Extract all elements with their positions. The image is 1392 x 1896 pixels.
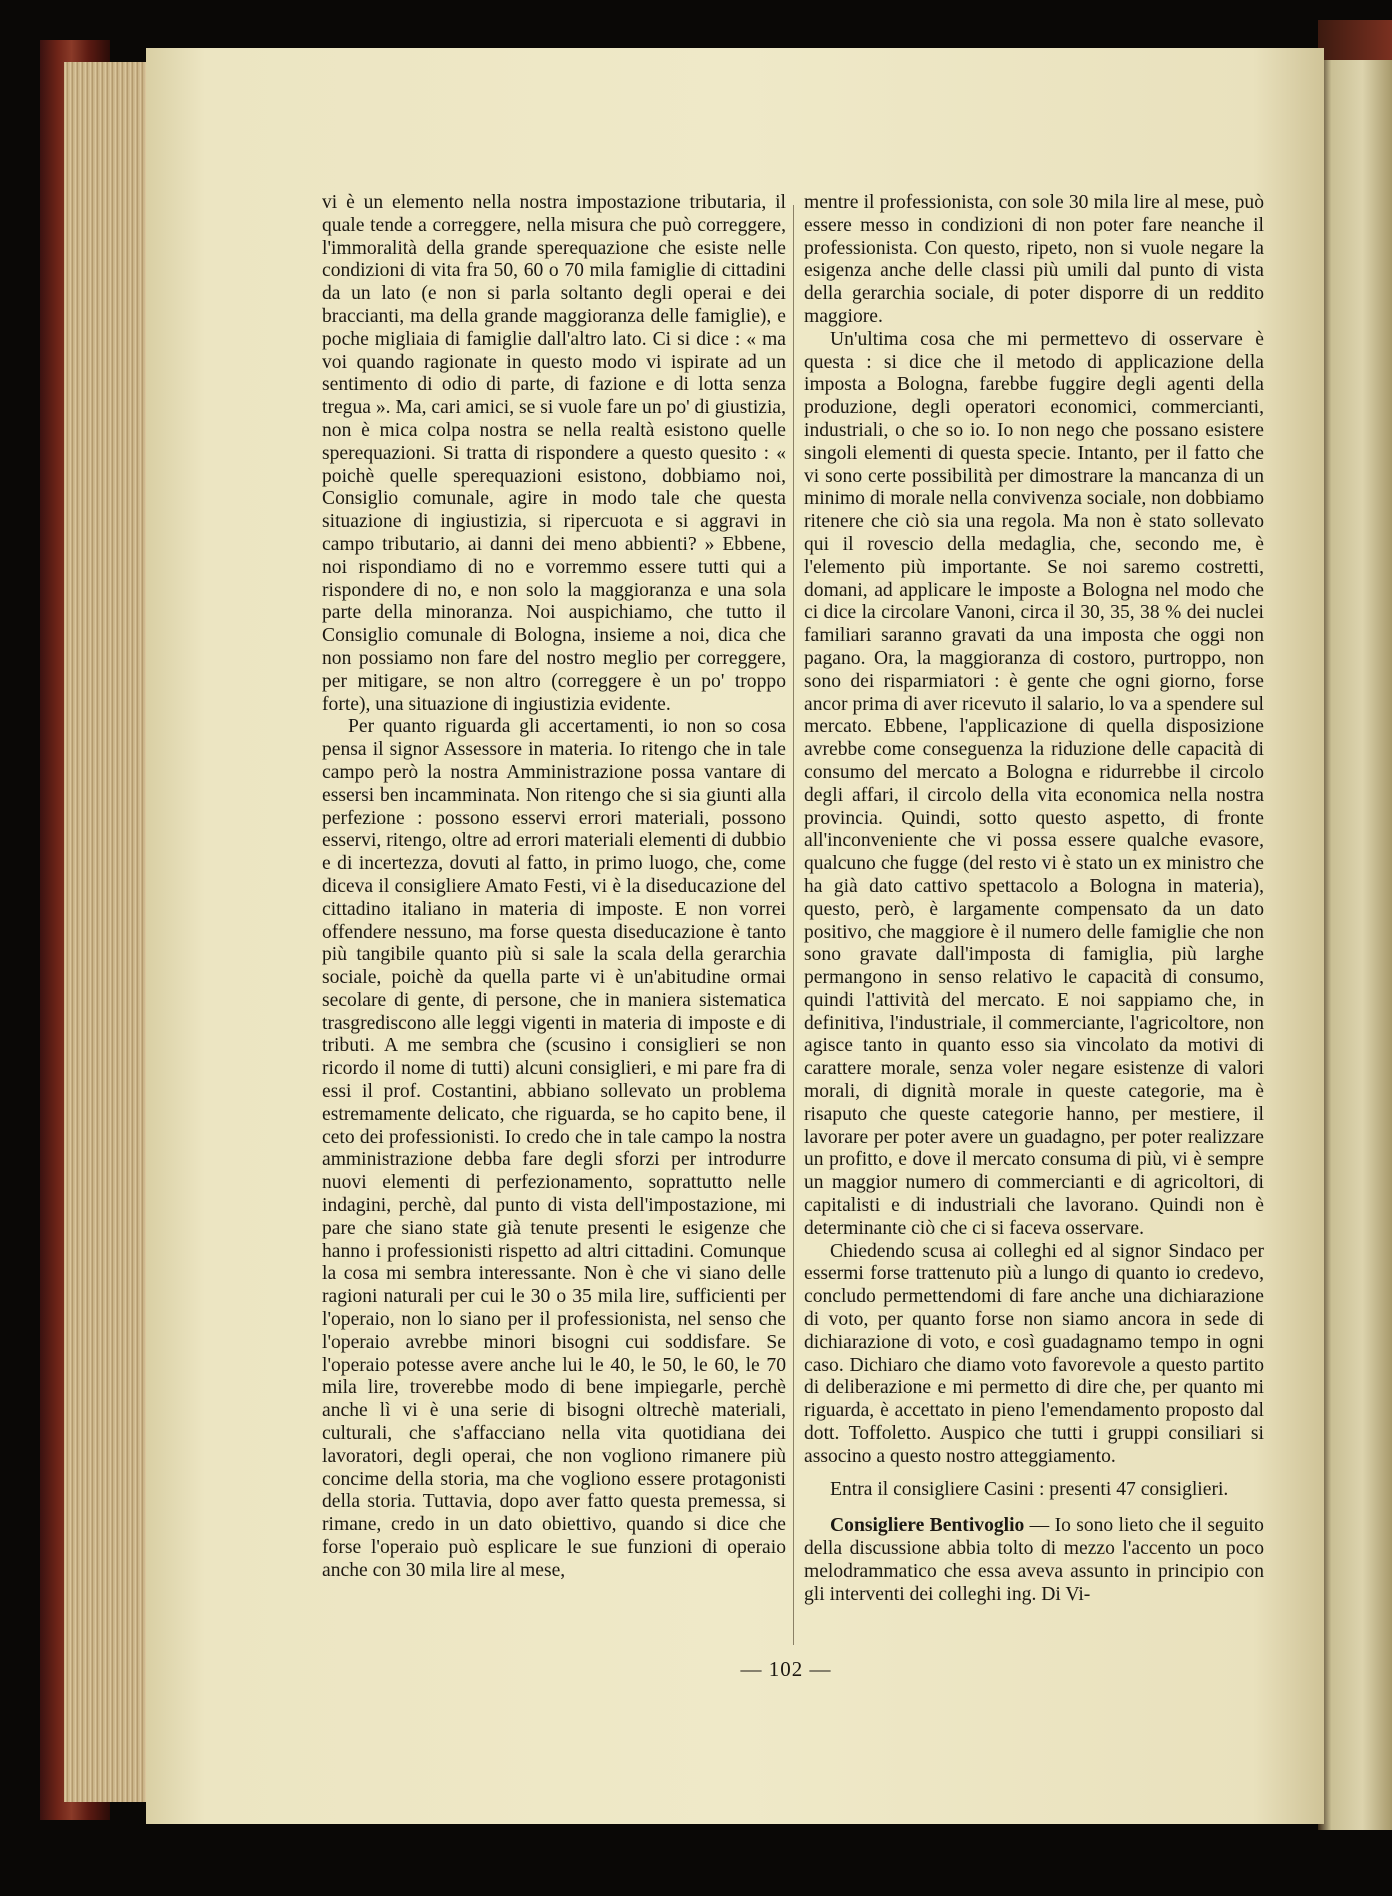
paragraph: Chiedendo scusa ai colleghi ed al signor Sindaco per essermi forse trattenuto più a lungo di quanto io credevo, concludo permettendomi di fare anche una dichiarazione di voto, per quanto forse non siamo ancora in sede di dichiarazione di voto, e così guadagnamo tempo in ogni caso. Dichiaro che diamo voto favorevole a questo partito di deliberazione e mi permetto di dire che, per quanto mi riguarda, è accettato in pieno l'emendamento proposto dal dott. Toffoletto. Auspico che tutti i gruppi consiliari si associno a questo nostro atteggiamento.	[804, 1240, 1264, 1467]
column-divider	[793, 205, 794, 1645]
left-column	[322, 192, 786, 1583]
announcement: Entra il consigliere Casini : presenti 47 consiglieri.	[830, 1478, 1229, 1500]
speaker-paragraph	[804, 1515, 1264, 1606]
speaker-text: — Io sono lieto che il seguito della discussione abbia tolto di mezzo l'accento un poco melodrammatico che essa aveva assunto in principio con gli interventi dei colleghi ing. Di Vi-	[804, 1515, 1264, 1605]
paragraph: vi è un elemento nella nostra impostazione tributaria, il quale tende a correggere, nella misura che può correggere, l'immoralità della grande sperequazione che esiste nelle condizioni di vita fra 50, 60 o 70 mila famiglie di cittadini da un lato (e non si parla soltanto degli operai e dei braccianti, ma della grande maggioranza delle famiglie), e poche migliaia di famiglie dall'altro lato. Ci si dice : « ma voi quando ragionate in questo modo vi ispirate ad un sentimento di odio di parte, di fazione e di lotta senza tregua ». Ma, cari amici, se si vuole fare un po' di giustizia, non è mica colpa nostra se nella realtà esistono quelle sperequazioni. Si tratta di rispondere a questo quesito : « poichè quelle sperequazioni esistono, dobbiamo noi, Consiglio comunale, agire in modo tale che questa situazione di ingiustizia, si ripercuota e si aggravi in campo tributario, ai danni dei meno abbienti? » Ebbene, noi rispondiamo di no e vorremmo essere tutti qui a rispondere di no, e non solo la maggioranza e una sola parte della minoranza. Noi auspichiamo, che tutto il Consiglio comunale di Bologna, insieme a noi, dica che non possiamo non fare del nostro meglio per correggere, per mitigare, se non altro (correggere è un po' troppo forte), una situazione di ingiustizia evidente.	[322, 192, 786, 715]
page-stack-edge	[64, 62, 154, 1802]
paragraph: Per quanto riguarda gli accertamenti, io non so cosa pensa il signor Assessore in materia. Io ritengo che in tale campo però la nostra Amministrazione possa vantare di essersi ben incamminata. Non ritengo che si sia giunti alla perfezione : possono esservi errori materiali, possono esservi, ritengo, oltre ad errori materiali elementi di dubbio e di incertezza, dovuti al fatto, in primo luogo, che, come diceva il consigliere Amato Festi, vi è la diseducazione del cittadino italiano in materia di imposte. E non vorrei offendere nessuno, ma forse questa diseducazione è tanto più tangibile quanto più si sale la scala della gerarchia sociale, poichè da quella parte vi è un'abitudine ormai secolare di gente, di persone, che in maniera sistematica trasgrediscono alle leggi vigenti in materia di imposte e di tributi. A me sembra che (scusino i consiglieri se non ricordo il nome di tutti) alcuni consiglieri, e mi pare fra di essi il prof. Costantini, abbiano sollevato un problema estremamente delicato, che riguarda, se ho capito bene, il ceto dei professionisti. Io credo che in tale campo la nostra amministrazione debba fare degli sforzi per introdurre nuovi elementi di perfezionamento, soprattutto nelle indagini, perchè, dal punto di vista dell'impostazione, mi pare che siano state già tenute presenti le esigenze che hanno i professionisti rispetto ad altri cittadini. Comunque la cosa mi sembra interessante. Non è che vi siano delle ragioni naturali per cui le 30 o 35 mila lire, sufficienti per l'operaio, non lo siano per il professionista, nel senso che l'operaio avrebbe minori bisogni cui soddisfare. Se l'operaio potesse avere anche lui le 40, le 50, le 60, le 70 mila lire, troverebbe modo di bene impiegarle, perchè anche lì vi è una serie di bisogni oltrechè materiali, culturali, che s'affacciano nella vita quotidiana dei lavoratori, degli operai, che non vogliono rimanere più concime della storia, ma che vogliono essere protagonisti della storia. Tuttavia, dopo aver fatto questa premessa, si rimane, credo in un dato obiettivo, quando si dice che forse l'operaio può esplicare le sue funzioni di operaio anche con 30 mila lire al mese,	[322, 716, 786, 1581]
facing-page-edge	[1318, 60, 1392, 1830]
page-number: — 102 —	[740, 1657, 832, 1681]
paragraph: mentre il professionista, con sole 30 mila lire al mese, può essere messo in condizioni di non poter fare neanche il professionista. Con questo, ripeto, non si vuole negare la esigenza anche delle classi più umili dal punto di vista della gerarchia sociale, di poter disporre di un reddito maggiore.	[804, 192, 1264, 327]
paragraph: Un'ultima cosa che mi permettevo di osservare è questa : si dice che il metodo di applicazione della imposta a Bologna, farebbe fuggire degli agenti della produzione, degli operatori economici, commercianti, industriali, o che so io. Io non nego che possano esistere singoli elementi di questa specie. Intanto, per il fatto che vi sono certe possibilità per dimostrare la mancanza di un minimo di morale nella convivenza sociale, non dobbiamo ritenere che ciò sia una regola. Ma non è stato sollevato qui il rovescio della medaglia, che, secondo me, è l'elemento più importante. Se noi saremo costretti, domani, ad applicare le imposte a Bologna nel modo che ci dice la circolare Vanoni, circa il 30, 35, 38 % dei nuclei familiari saranno gravati da una imposta che oggi non pagano. Ora, la maggioranza di costoro, purtroppo, non sono dei risparmiatori : è gente che ogni giorno, forse ancor prima di aver ricevuto il salario, lo va a spendere sul mercato. Ebbene, l'applicazione di quella disposizione avrebbe come conseguenza la riduzione delle capacità di consumo del mercato a Bologna e ridurrebbe il circolo degli affari, il circolo della vita economica nella nostra provincia. Quindi, sotto questo aspetto, di fronte all'inconveniente che vi possa essere qualche evasore, qualcuno che fugge (del resto vi è stato un ex ministro che ha già dato cattivo spettacolo a Bologna in materia), questo, però, è largamente compensato da un dato positivo, che maggiore è il numero delle famiglie che non sono gravate dall'imposta di famiglia, più larghe permangono in senso relativo le capacità di consumo, quindi l'attività del mercato. E noi sappiamo che, in definitiva, l'industriale, il commerciante, l'agricoltore, non agisce tanto in quanto esso sia vincolato da motivi di carattere morale, senza voler negare esistenze di valori morali, di dignità morale in queste categorie, ma è risaputo che queste categorie hanno, per mestiere, il lavorare per poter avere un guadagno, per poter realizzare un profitto, e dove il mercato consuma di più, vi è sempre un maggior numero di commercianti e di agricoltori, di capitalisti e di industriali che lavorano. Quindi non è determinante ciò che ci si faceva osservare.	[804, 328, 1264, 1239]
speaker-name: Consigliere Bentivoglio	[830, 1515, 1025, 1537]
facing-binding	[1318, 20, 1392, 60]
right-column	[804, 192, 1264, 1607]
